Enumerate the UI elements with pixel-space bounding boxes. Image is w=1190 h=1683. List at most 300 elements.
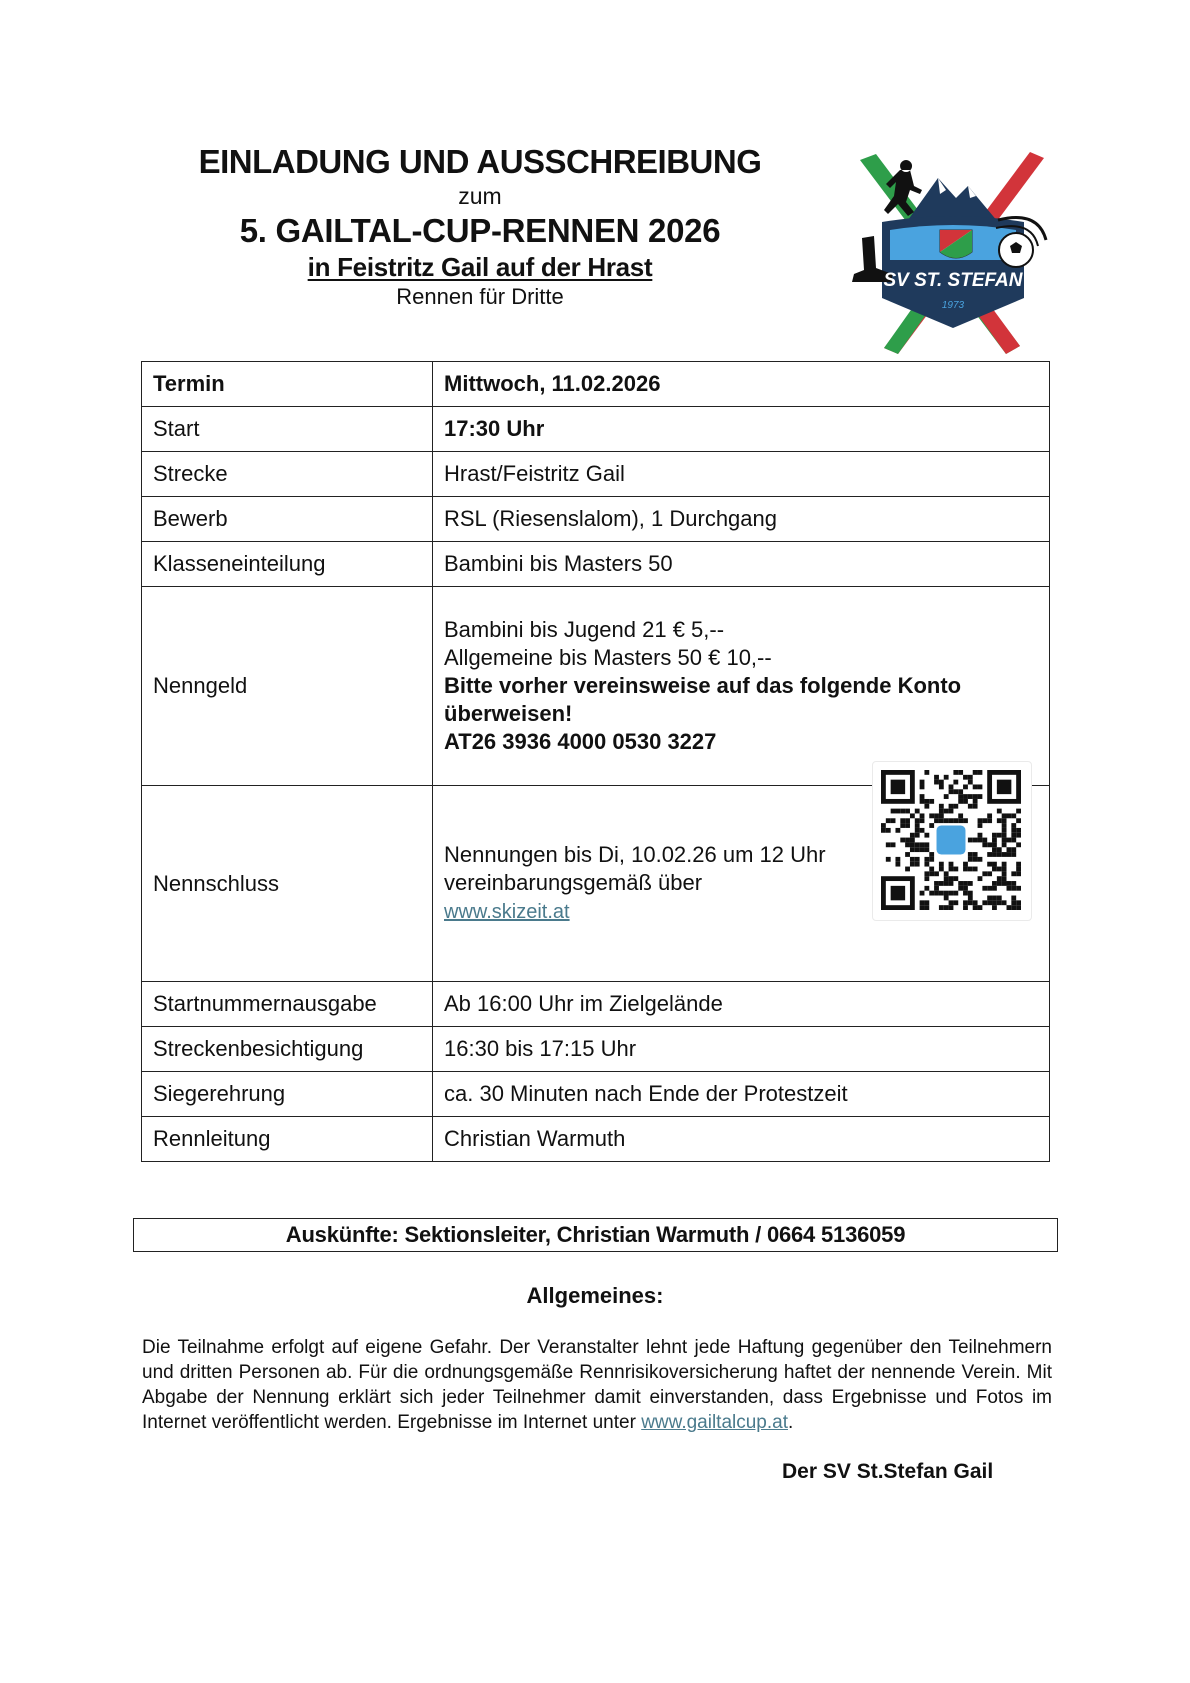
title-connector: zum xyxy=(458,183,502,209)
qr-module xyxy=(910,857,915,862)
qr-module xyxy=(963,900,968,905)
qr-finder-pattern xyxy=(891,886,905,900)
document-title: EINLADUNG UND AUSSCHREIBUNG xyxy=(198,143,762,180)
qr-module xyxy=(1007,847,1012,852)
qr-module xyxy=(1007,886,1012,891)
table-row xyxy=(142,362,1050,407)
qr-module xyxy=(978,818,983,823)
qr-module xyxy=(992,852,997,857)
qr-module xyxy=(881,823,886,828)
qr-module xyxy=(949,809,954,814)
qr-module xyxy=(1002,838,1007,843)
qr-module xyxy=(1016,871,1021,876)
qr-module xyxy=(1002,881,1007,886)
qr-module xyxy=(953,789,958,794)
qr-module xyxy=(1011,828,1016,833)
qr-module xyxy=(958,881,963,886)
qr-module xyxy=(924,770,929,775)
qr-module xyxy=(934,891,939,896)
qr-module xyxy=(982,886,987,891)
qr-finder-pattern xyxy=(891,780,905,794)
qr-module xyxy=(934,881,939,886)
qr-module xyxy=(910,847,915,852)
qr-module xyxy=(958,789,963,794)
qr-module xyxy=(924,862,929,867)
qr-module xyxy=(978,876,983,881)
qr-module xyxy=(997,852,1002,857)
qr-module xyxy=(997,900,1002,905)
qr-module xyxy=(992,896,997,901)
table-row xyxy=(142,1117,1050,1162)
qr-module xyxy=(963,775,968,780)
qr-module xyxy=(987,818,992,823)
qr-module xyxy=(1007,838,1012,843)
qr-module xyxy=(1016,900,1021,905)
qr-module xyxy=(963,886,968,891)
qr-module xyxy=(973,857,978,862)
qr-module xyxy=(905,823,910,828)
qr-module xyxy=(881,828,886,833)
qr-module xyxy=(978,833,983,838)
row-value: RSL (Riesenslalom), 1 Durchgang xyxy=(433,497,1050,542)
qr-module xyxy=(953,770,958,775)
row-label: Start xyxy=(142,407,433,452)
skizeit-link[interactable]: www.skizeit.at xyxy=(444,901,570,923)
row-value: Bambini bis Masters 50 xyxy=(433,542,1050,587)
qr-module xyxy=(1011,813,1016,818)
qr-module xyxy=(905,818,910,823)
qr-module xyxy=(958,886,963,891)
qr-module xyxy=(929,891,934,896)
qr-module xyxy=(963,799,968,804)
qr-module xyxy=(963,784,968,789)
qr-module xyxy=(915,862,920,867)
qr-module xyxy=(886,842,891,847)
qr-module xyxy=(905,809,910,814)
club-logo xyxy=(848,150,1058,360)
document-header xyxy=(180,142,780,312)
closing-note: vereinbarungsgemäß über xyxy=(444,870,703,895)
qr-module xyxy=(934,780,939,785)
qr-module xyxy=(978,794,983,799)
qr-module xyxy=(958,794,963,799)
qr-module xyxy=(992,867,997,872)
qr-code-icon[interactable] xyxy=(872,761,1032,921)
qr-module xyxy=(1002,823,1007,828)
qr-module xyxy=(920,828,925,833)
row-label: Startnummernausgabe xyxy=(142,982,433,1027)
qr-module xyxy=(968,780,973,785)
general-heading: Allgemeines: xyxy=(526,1283,664,1308)
signature: Der SV St.Stefan Gail xyxy=(782,1460,994,1483)
qr-module xyxy=(1002,818,1007,823)
qr-module xyxy=(992,886,997,891)
qr-module xyxy=(939,891,944,896)
qr-module xyxy=(1016,842,1021,847)
qr-module xyxy=(958,818,963,823)
qr-module xyxy=(944,809,949,814)
qr-module xyxy=(920,891,925,896)
fee-details xyxy=(433,587,1050,786)
qr-module xyxy=(915,809,920,814)
qr-module xyxy=(905,852,910,857)
qr-module xyxy=(949,876,954,881)
qr-module xyxy=(953,780,958,785)
qr-module xyxy=(910,838,915,843)
qr-module xyxy=(1011,896,1016,901)
qr-module xyxy=(891,842,896,847)
qr-module xyxy=(915,833,920,838)
contact-info-box: Auskünfte: Sektionsleiter, Christian Warmuth / 0664 5136059 xyxy=(133,1218,1058,1252)
qr-module xyxy=(953,891,958,896)
qr-module xyxy=(1002,813,1007,818)
qr-module xyxy=(973,867,978,872)
qr-module xyxy=(949,867,954,872)
qr-module xyxy=(920,900,925,905)
qr-module xyxy=(968,852,973,857)
row-value: Ab 16:00 Uhr im Zielgelände xyxy=(433,982,1050,1027)
qr-module xyxy=(915,842,920,847)
fee-adult: Allgemeine bis Masters 50 € 10,-- xyxy=(444,645,772,670)
qr-module xyxy=(973,794,978,799)
closing-details xyxy=(433,786,1050,982)
qr-module xyxy=(997,876,1002,881)
row-label: Nenngeld xyxy=(142,587,433,786)
qr-module xyxy=(944,876,949,881)
qr-module xyxy=(1002,900,1007,905)
qr-module xyxy=(953,804,958,809)
qr-module xyxy=(992,833,997,838)
qr-module xyxy=(1016,905,1021,910)
qr-module xyxy=(982,842,987,847)
row-label: Strecke xyxy=(142,452,433,497)
row-label: Rennleitung xyxy=(142,1117,433,1162)
qr-module xyxy=(1011,881,1016,886)
qr-module xyxy=(968,775,973,780)
row-label: Streckenbesichtigung xyxy=(142,1027,433,1072)
qr-module xyxy=(987,896,992,901)
qr-module xyxy=(920,784,925,789)
qr-module xyxy=(953,876,958,881)
qr-module xyxy=(968,881,973,886)
qr-module xyxy=(929,852,934,857)
qr-module xyxy=(944,881,949,886)
row-value: 16:30 bis 17:15 Uhr xyxy=(433,1027,1050,1072)
qr-module xyxy=(920,799,925,804)
qr-module xyxy=(915,857,920,862)
qr-code-graphic xyxy=(881,770,1021,910)
qr-module xyxy=(929,813,934,818)
qr-module xyxy=(886,828,891,833)
qr-module xyxy=(915,828,920,833)
qr-module xyxy=(968,867,973,872)
qr-module xyxy=(992,838,997,843)
qr-module xyxy=(915,818,920,823)
qr-module xyxy=(949,881,954,886)
qr-module xyxy=(905,867,910,872)
qr-module xyxy=(1011,905,1016,910)
qr-module xyxy=(929,867,934,872)
row-value: ca. 30 Minuten nach Ende der Protestzeit xyxy=(433,1072,1050,1117)
qr-module xyxy=(973,784,978,789)
qr-module xyxy=(1002,833,1007,838)
qr-module xyxy=(1007,905,1012,910)
row-value: Hrast/Feistritz Gail xyxy=(433,452,1050,497)
qr-module xyxy=(934,871,939,876)
qr-module xyxy=(929,799,934,804)
gailtalcup-link[interactable]: www.gailtalcup.at xyxy=(641,1412,788,1433)
race-info-table xyxy=(141,361,1050,1162)
qr-module xyxy=(944,871,949,876)
club-logo-icon xyxy=(848,150,1058,360)
qr-module xyxy=(924,871,929,876)
qr-module xyxy=(939,818,944,823)
qr-module xyxy=(920,780,925,785)
qr-module xyxy=(924,900,929,905)
qr-module xyxy=(1011,871,1016,876)
qr-module xyxy=(886,857,891,862)
qr-module xyxy=(978,905,983,910)
qr-module xyxy=(920,842,925,847)
qr-module xyxy=(973,905,978,910)
qr-module xyxy=(895,809,900,814)
table-row xyxy=(142,497,1050,542)
qr-module xyxy=(992,900,997,905)
qr-module xyxy=(968,838,973,843)
qr-module xyxy=(953,867,958,872)
qr-module xyxy=(963,867,968,872)
row-label: Termin xyxy=(142,362,433,407)
row-label: Bewerb xyxy=(142,497,433,542)
qr-module xyxy=(978,784,983,789)
qr-module xyxy=(949,891,954,896)
qr-module xyxy=(910,833,915,838)
qr-module xyxy=(905,838,910,843)
qr-module xyxy=(900,838,905,843)
qr-module xyxy=(891,818,896,823)
qr-module xyxy=(992,881,997,886)
qr-module xyxy=(987,813,992,818)
qr-module xyxy=(920,818,925,823)
qr-module xyxy=(934,813,939,818)
qr-module xyxy=(997,867,1002,872)
qr-module xyxy=(924,847,929,852)
table-row xyxy=(142,407,1050,452)
qr-module xyxy=(958,799,963,804)
qr-module xyxy=(934,818,939,823)
qr-module xyxy=(915,823,920,828)
qr-module xyxy=(915,847,920,852)
qr-module xyxy=(968,900,973,905)
qr-module xyxy=(1016,886,1021,891)
qr-module xyxy=(1002,871,1007,876)
qr-module xyxy=(1002,862,1007,867)
club-name-label: SV ST. STEFAN xyxy=(883,270,1023,291)
qr-module xyxy=(924,804,929,809)
qr-module xyxy=(968,804,973,809)
qr-module xyxy=(973,838,978,843)
table-row xyxy=(142,542,1050,587)
qr-module xyxy=(949,905,954,910)
qr-module xyxy=(939,905,944,910)
qr-module xyxy=(924,833,929,838)
qr-module xyxy=(949,789,954,794)
qr-module xyxy=(1002,867,1007,872)
qr-module xyxy=(929,823,934,828)
qr-module xyxy=(934,886,939,891)
general-terms xyxy=(142,1335,1052,1435)
qr-module xyxy=(924,799,929,804)
qr-module xyxy=(900,809,905,814)
qr-module xyxy=(968,857,973,862)
qr-module xyxy=(978,770,983,775)
qr-module xyxy=(963,862,968,867)
qr-finder-pattern xyxy=(997,780,1011,794)
qr-module xyxy=(997,818,1002,823)
qr-module xyxy=(1016,862,1021,867)
qr-module xyxy=(1011,823,1016,828)
row-label: Nennschluss xyxy=(142,786,433,982)
qr-module xyxy=(997,847,1002,852)
qr-module xyxy=(910,813,915,818)
qr-module xyxy=(939,780,944,785)
qr-module xyxy=(997,881,1002,886)
row-label: Klasseneinteilung xyxy=(142,542,433,587)
table-row-closing xyxy=(142,786,1050,982)
qr-module xyxy=(1002,876,1007,881)
qr-module xyxy=(900,823,905,828)
qr-module xyxy=(939,867,944,872)
qr-module xyxy=(939,862,944,867)
qr-module xyxy=(968,896,973,901)
qr-module xyxy=(949,784,954,789)
qr-module xyxy=(997,896,1002,901)
qr-module xyxy=(1011,852,1016,857)
qr-module xyxy=(992,842,997,847)
qr-module xyxy=(949,804,954,809)
qr-module xyxy=(949,818,954,823)
payment-note: Bitte vorher vereinsweise auf das folgende Konto überweisen! xyxy=(444,673,962,726)
qr-module xyxy=(978,838,983,843)
qr-center-logo xyxy=(937,826,966,855)
table-row xyxy=(142,1027,1050,1072)
table-row xyxy=(142,452,1050,497)
row-value: Mittwoch, 11.02.2026 xyxy=(433,362,1050,407)
qr-module xyxy=(1016,818,1021,823)
qr-module xyxy=(992,862,997,867)
qr-module xyxy=(1002,852,1007,857)
qr-module xyxy=(944,891,949,896)
qr-module xyxy=(963,794,968,799)
row-value: Christian Warmuth xyxy=(433,1117,1050,1162)
qr-module xyxy=(1007,881,1012,886)
qr-module xyxy=(939,881,944,886)
qr-module xyxy=(987,871,992,876)
qr-module xyxy=(910,842,915,847)
qr-module xyxy=(944,794,949,799)
qr-module xyxy=(987,862,992,867)
qr-module xyxy=(929,857,934,862)
qr-module xyxy=(924,886,929,891)
qr-module xyxy=(929,871,934,876)
qr-module xyxy=(992,847,997,852)
qr-module xyxy=(939,813,944,818)
qr-module xyxy=(982,818,987,823)
qr-module xyxy=(1011,838,1016,843)
qr-module xyxy=(987,842,992,847)
qr-module xyxy=(1016,828,1021,833)
qr-module xyxy=(920,905,925,910)
qr-module xyxy=(886,818,891,823)
fee-youth: Bambini bis Jugend 21 € 5,-- xyxy=(444,617,725,642)
link-suffix: . xyxy=(788,1412,794,1433)
qr-module xyxy=(987,886,992,891)
qr-module xyxy=(982,838,987,843)
club-year-label: 1973 xyxy=(941,300,965,311)
qr-module xyxy=(900,818,905,823)
qr-module xyxy=(1016,809,1021,814)
qr-module xyxy=(939,804,944,809)
qr-module xyxy=(920,794,925,799)
race-title: 5. GAILTAL-CUP-RENNEN 2026 xyxy=(239,212,721,249)
qr-module xyxy=(895,828,900,833)
qr-module xyxy=(973,852,978,857)
qr-module xyxy=(1011,833,1016,838)
qr-module xyxy=(973,799,978,804)
qr-module xyxy=(924,857,929,862)
qr-module xyxy=(1007,852,1012,857)
qr-module xyxy=(944,896,949,901)
qr-module xyxy=(944,905,949,910)
qr-module xyxy=(992,905,997,910)
race-location: in Feistritz Gail auf der Hrast xyxy=(307,252,653,282)
table-row xyxy=(142,982,1050,1027)
row-value: 17:30 Uhr xyxy=(433,407,1050,452)
qr-module xyxy=(963,905,968,910)
qr-module xyxy=(1002,842,1007,847)
qr-module xyxy=(920,813,925,818)
qr-module xyxy=(982,871,987,876)
general-terms-text: Die Teilnahme erfolgt auf eigene Gefahr. Der Veranstalter lehnt jede Haftung gegenüber den Teilnehmern und dritten Personen ab. Für die ordnungsgemäße Rennrisikoversicherung haftet der nennende Verein. Mit Abgabe der Nennung erklärt sich jeder Teilnehmer damit einverstanden, dass Ergebnisse und Fotos im Internet veröffentlicht werden. Ergebnisse im Internet unter xyxy=(142,1337,1052,1433)
qr-module xyxy=(978,823,983,828)
qr-module xyxy=(905,842,910,847)
closing-deadline: Nennungen bis Di, 10.02.26 um 12 Uhr xyxy=(444,842,826,867)
qr-module xyxy=(910,862,915,867)
qr-module xyxy=(1011,847,1016,852)
qr-module xyxy=(1016,867,1021,872)
qr-module xyxy=(958,813,963,818)
qr-module xyxy=(978,857,983,862)
qr-module xyxy=(1002,828,1007,833)
qr-module xyxy=(997,809,1002,814)
qr-module xyxy=(939,784,944,789)
qr-module xyxy=(895,862,900,867)
qr-module xyxy=(924,842,929,847)
qr-module xyxy=(997,833,1002,838)
qr-module xyxy=(949,900,954,905)
qr-module xyxy=(953,818,958,823)
qr-module xyxy=(1011,886,1016,891)
qr-module xyxy=(949,862,954,867)
qr-module xyxy=(973,804,978,809)
qr-module xyxy=(963,881,968,886)
table-row xyxy=(142,1072,1050,1117)
qr-module xyxy=(920,847,925,852)
qr-module xyxy=(968,891,973,896)
iban: AT26 3936 4000 0530 3227 xyxy=(444,729,717,754)
qr-module xyxy=(895,857,900,862)
table-row-fee xyxy=(142,587,1050,786)
